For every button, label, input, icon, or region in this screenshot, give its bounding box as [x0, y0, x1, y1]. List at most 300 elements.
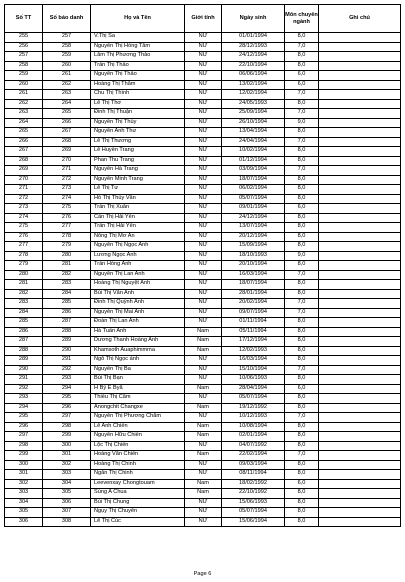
cell-sbd: 273 [43, 185, 91, 195]
cell-gender: Nam [185, 489, 222, 499]
cell-note [319, 289, 401, 299]
cell-name: Nguyễn Thị Lan Anh [91, 270, 185, 280]
cell-gender: Nam [185, 327, 222, 337]
cell-name: Đinh Thị Quỳnh Anh [91, 299, 185, 309]
table-row [5, 346, 401, 356]
cell-dob: 15/10/1994 [222, 365, 285, 375]
cell-score: 6,0 [285, 80, 319, 90]
cell-stt: 258 [5, 61, 43, 71]
cell-name: H Bý Ê Byă [91, 384, 185, 394]
cell-sbd: 279 [43, 242, 91, 252]
cell-sbd: 288 [43, 327, 91, 337]
cell-dob: 03/09/1994 [222, 166, 285, 176]
header-name: Họ và Tên [91, 5, 185, 33]
cell-note [319, 517, 401, 527]
cell-score: 7,0 [285, 166, 319, 176]
table-row [5, 280, 401, 290]
cell-sbd: 296 [43, 403, 91, 413]
cell-note [319, 42, 401, 52]
cell-dob: 02/01/1994 [222, 432, 285, 442]
cell-stt: 292 [5, 384, 43, 394]
cell-gender: NỮ [185, 375, 222, 385]
cell-gender: NỮ [185, 470, 222, 480]
cell-stt: 285 [5, 318, 43, 328]
cell-note [319, 479, 401, 489]
cell-dob: 09/01/1994 [222, 204, 285, 214]
cell-name: Cấn Thị Hải Yến [91, 213, 185, 223]
cell-sbd: 272 [43, 175, 91, 185]
table-row [5, 261, 401, 271]
table-row [5, 403, 401, 413]
cell-score: 7,0 [285, 413, 319, 423]
cell-score: 8,0 [285, 470, 319, 480]
cell-score: 7,0 [285, 308, 319, 318]
cell-stt: 255 [5, 33, 43, 43]
cell-stt: 269 [5, 166, 43, 176]
cell-name: Hồ Thị Thúy Vân [91, 194, 185, 204]
cell-name: Lê Anh Chiến [91, 422, 185, 432]
cell-name: Bùi Thị Bạn [91, 375, 185, 385]
cell-sbd: 308 [43, 517, 91, 527]
cell-name: Hoàng Thị Nguyệt Anh [91, 280, 185, 290]
table-body [5, 33, 401, 527]
cell-stt: 257 [5, 52, 43, 62]
cell-stt: 304 [5, 498, 43, 508]
table-row [5, 413, 401, 423]
cell-name: Lê Thị Thơ [91, 99, 185, 109]
cell-name: Nguyễn Thị Thùy [91, 118, 185, 128]
table-row [5, 422, 401, 432]
cell-sbd: 284 [43, 289, 91, 299]
cell-gender: NỮ [185, 413, 222, 423]
cell-gender: NỮ [185, 318, 222, 328]
cell-name: Lâm Thị Phương Thảo [91, 52, 185, 62]
cell-note [319, 185, 401, 195]
cell-stt: 291 [5, 375, 43, 385]
cell-sbd: 278 [43, 232, 91, 242]
cell-stt: 301 [5, 470, 43, 480]
cell-gender: NỮ [185, 441, 222, 451]
cell-dob: 26/10/1994 [222, 118, 285, 128]
cell-dob: 24/05/1993 [222, 99, 285, 109]
cell-gender: NỮ [185, 517, 222, 527]
cell-gender: NỮ [185, 232, 222, 242]
cell-sbd: 302 [43, 460, 91, 470]
cell-gender: NỮ [185, 33, 222, 43]
cell-stt: 256 [5, 42, 43, 52]
cell-dob: 18/02/1992 [222, 479, 285, 489]
cell-stt: 300 [5, 460, 43, 470]
cell-stt: 277 [5, 242, 43, 252]
cell-sbd: 307 [43, 508, 91, 518]
cell-note [319, 356, 401, 366]
cell-score: 8,0 [285, 489, 319, 499]
cell-name: Đoàn Thị Lan Anh [91, 318, 185, 328]
cell-sbd: 261 [43, 71, 91, 81]
cell-gender: NỮ [185, 460, 222, 470]
cell-sbd: 264 [43, 99, 91, 109]
cell-gender: Nam [185, 479, 222, 489]
table-row [5, 213, 401, 223]
cell-stt: 259 [5, 71, 43, 81]
cell-sbd: 290 [43, 346, 91, 356]
cell-score: 8,0 [285, 337, 319, 347]
cell-name: Hoàng Văn Chiến [91, 451, 185, 461]
table-row [5, 52, 401, 62]
cell-name: Nguyễn Thị Phương Chăm [91, 413, 185, 423]
cell-sbd: 294 [43, 384, 91, 394]
cell-score: 8,0 [285, 327, 319, 337]
cell-note [319, 99, 401, 109]
cell-note [319, 137, 401, 147]
cell-dob: 10/06/1993 [222, 375, 285, 385]
table-row [5, 289, 401, 299]
cell-dob: 08/11/1994 [222, 470, 285, 480]
cell-score: 8,0 [285, 422, 319, 432]
table-row [5, 185, 401, 195]
cell-note [319, 489, 401, 499]
table-row [5, 242, 401, 252]
cell-name: Khamsoth Auaphimmma [91, 346, 185, 356]
cell-note [319, 147, 401, 157]
table-row [5, 137, 401, 147]
cell-gender: NỮ [185, 80, 222, 90]
cell-sbd: 276 [43, 213, 91, 223]
cell-dob: 18/07/1994 [222, 280, 285, 290]
cell-stt: 271 [5, 185, 43, 195]
cell-dob: 06/02/1994 [222, 185, 285, 195]
cell-sbd: 260 [43, 61, 91, 71]
cell-sbd: 267 [43, 128, 91, 138]
cell-gender: NỮ [185, 289, 222, 299]
cell-score: 8,0 [285, 128, 319, 138]
cell-dob: 20/12/1994 [222, 232, 285, 242]
cell-note [319, 90, 401, 100]
cell-gender: NỮ [185, 394, 222, 404]
cell-name: Lê Thị Thương [91, 137, 185, 147]
table-row [5, 327, 401, 337]
cell-note [319, 80, 401, 90]
cell-note [319, 61, 401, 71]
cell-gender: Nam [185, 432, 222, 442]
cell-name: Trần Thị Xuân [91, 204, 185, 214]
cell-note [319, 460, 401, 470]
cell-note [319, 175, 401, 185]
cell-score: 7,0 [285, 90, 319, 100]
cell-name: Lộc Thị Chiến [91, 441, 185, 451]
cell-score: 8,0 [285, 232, 319, 242]
cell-sbd: 269 [43, 147, 91, 157]
cell-dob: 19/12/1992 [222, 403, 285, 413]
cell-stt: 297 [5, 432, 43, 442]
cell-note [319, 242, 401, 252]
cell-score: 8,0 [285, 441, 319, 451]
cell-name: Trần Hồng Anh [91, 261, 185, 271]
cell-note [319, 118, 401, 128]
cell-stt: 268 [5, 156, 43, 166]
cell-gender: NỮ [185, 99, 222, 109]
cell-stt: 265 [5, 128, 43, 138]
table-row [5, 109, 401, 119]
cell-dob: 15/09/1994 [222, 242, 285, 252]
cell-stt: 294 [5, 403, 43, 413]
cell-dob: 22/02/1994 [222, 451, 285, 461]
cell-note [319, 251, 401, 261]
cell-name: Lê Thị Tư [91, 185, 185, 195]
cell-note [319, 318, 401, 328]
header-gender: Giới tính [185, 5, 222, 33]
cell-name: Nguyễn Thị Hồng Tâm [91, 42, 185, 52]
cell-note [319, 346, 401, 356]
table-row [5, 166, 401, 176]
cell-dob: 15/06/1994 [222, 517, 285, 527]
cell-gender: NỮ [185, 175, 222, 185]
cell-stt: 261 [5, 90, 43, 100]
cell-gender: Nam [185, 384, 222, 394]
cell-gender: NỮ [185, 299, 222, 309]
cell-gender: NỮ [185, 280, 222, 290]
cell-sbd: 303 [43, 470, 91, 480]
cell-name: Nguyễn Minh Trang [91, 175, 185, 185]
cell-gender: NỮ [185, 308, 222, 318]
table-row [5, 451, 401, 461]
cell-dob: 24/12/1994 [222, 213, 285, 223]
cell-note [319, 223, 401, 233]
cell-dob: 05/07/1994 [222, 508, 285, 518]
table-row [5, 318, 401, 328]
table-row [5, 175, 401, 185]
cell-note [319, 128, 401, 138]
cell-score: 6,0 [285, 479, 319, 489]
cell-stt: 280 [5, 270, 43, 280]
cell-sbd: 281 [43, 261, 91, 271]
cell-stt: 278 [5, 251, 43, 261]
header-score: Môn chuyên ngành [285, 5, 319, 33]
table-row [5, 251, 401, 261]
cell-gender: NỮ [185, 365, 222, 375]
cell-name: Chu Thị Thình [91, 90, 185, 100]
cell-score: 6,0 [285, 384, 319, 394]
cell-note [319, 403, 401, 413]
cell-score: 7,0 [285, 270, 319, 280]
cell-dob: 28/12/1993 [222, 42, 285, 52]
cell-score: 8,0 [285, 99, 319, 109]
table-row [5, 90, 401, 100]
cell-note [319, 213, 401, 223]
cell-sbd: 304 [43, 479, 91, 489]
cell-score: 7,0 [285, 137, 319, 147]
cell-stt: 295 [5, 413, 43, 423]
cell-stt: 263 [5, 109, 43, 119]
cell-gender: NỮ [185, 213, 222, 223]
table-row [5, 156, 401, 166]
header-sbd: Số báo danh [43, 5, 91, 33]
cell-score: 7,0 [285, 42, 319, 52]
cell-gender: NỮ [185, 508, 222, 518]
cell-score: 6,0 [285, 71, 319, 81]
cell-gender: NỮ [185, 270, 222, 280]
table-row [5, 517, 401, 527]
cell-dob: 20/02/1994 [222, 299, 285, 309]
cell-note [319, 204, 401, 214]
cell-note [319, 365, 401, 375]
cell-dob: 09/07/1994 [222, 308, 285, 318]
cell-sbd: 258 [43, 42, 91, 52]
cell-name: Ngân Thị Chinh [91, 470, 185, 480]
cell-sbd: 300 [43, 441, 91, 451]
table-row [5, 460, 401, 470]
cell-score: 7,0 [285, 451, 319, 461]
cell-name: Nguyễn Hà Trang [91, 166, 185, 176]
cell-dob: 25/09/1994 [222, 109, 285, 119]
table-row [5, 365, 401, 375]
cell-gender: NỮ [185, 204, 222, 214]
cell-gender: NỮ [185, 90, 222, 100]
cell-stt: 273 [5, 204, 43, 214]
cell-score: 8,0 [285, 498, 319, 508]
header-stt: Số TT [5, 5, 43, 33]
table-row [5, 489, 401, 499]
cell-dob: 18/07/1994 [222, 175, 285, 185]
cell-score: 8,0 [285, 346, 319, 356]
cell-stt: 262 [5, 99, 43, 109]
cell-stt: 282 [5, 289, 43, 299]
table-row [5, 204, 401, 214]
cell-score: 8,0 [285, 261, 319, 271]
cell-gender: NỮ [185, 71, 222, 81]
cell-stt: 299 [5, 451, 43, 461]
cell-name: Đinh Thị Thuận [91, 109, 185, 119]
cell-stt: 276 [5, 232, 43, 242]
cell-score: 8,0 [285, 175, 319, 185]
cell-stt: 284 [5, 308, 43, 318]
cell-score: 8,0 [285, 242, 319, 252]
cell-dob: 12/02/1994 [222, 90, 285, 100]
cell-score: 8,0 [285, 508, 319, 518]
cell-score: 8,0 [285, 52, 319, 62]
cell-name: Ngô Thị Ngọc ánh [91, 356, 185, 366]
cell-name: Dương Thanh Hoàng Anh [91, 337, 185, 347]
cell-dob: 10/08/1994 [222, 422, 285, 432]
cell-sbd: 277 [43, 223, 91, 233]
table-row [5, 232, 401, 242]
cell-score: 8,0 [285, 185, 319, 195]
cell-note [319, 280, 401, 290]
cell-gender: Nam [185, 346, 222, 356]
cell-stt: 272 [5, 194, 43, 204]
candidate-table [4, 4, 401, 527]
cell-note [319, 337, 401, 347]
cell-gender: NỮ [185, 356, 222, 366]
cell-stt: 289 [5, 356, 43, 366]
cell-note [319, 394, 401, 404]
header-row [5, 5, 401, 33]
cell-name: Trần Thị Hải Yến [91, 223, 185, 233]
table-row [5, 223, 401, 233]
cell-gender: NỮ [185, 61, 222, 71]
cell-name: Bùi Thị Chung [91, 498, 185, 508]
cell-sbd: 266 [43, 118, 91, 128]
cell-gender: Nam [185, 337, 222, 347]
cell-dob: 18/10/1993 [222, 251, 285, 261]
cell-gender: NỮ [185, 242, 222, 252]
cell-dob: 09/03/1994 [222, 460, 285, 470]
cell-gender: NỮ [185, 156, 222, 166]
cell-gender: NỮ [185, 42, 222, 52]
cell-gender: NỮ [185, 166, 222, 176]
cell-score: 6,0 [285, 204, 319, 214]
cell-stt: 270 [5, 175, 43, 185]
cell-gender: NỮ [185, 251, 222, 261]
table-row [5, 432, 401, 442]
cell-score: 8,0 [285, 147, 319, 157]
cell-sbd: 280 [43, 251, 91, 261]
cell-dob: 12/02/1993 [222, 346, 285, 356]
cell-sbd: 270 [43, 156, 91, 166]
table-row [5, 375, 401, 385]
cell-name: Leevenxay Chongtouam [91, 479, 185, 489]
cell-sbd: 275 [43, 204, 91, 214]
cell-dob: 24/12/1994 [222, 52, 285, 62]
table-row [5, 337, 401, 347]
cell-dob: 01/11/1994 [222, 318, 285, 328]
table-row [5, 356, 401, 366]
table-row [5, 394, 401, 404]
cell-name: Ngụy Thị Chuyên [91, 508, 185, 518]
table-row [5, 128, 401, 138]
table-row [5, 498, 401, 508]
cell-note [319, 299, 401, 309]
cell-stt: 290 [5, 365, 43, 375]
table-row [5, 299, 401, 309]
cell-gender: NỮ [185, 137, 222, 147]
cell-note [319, 498, 401, 508]
cell-score: 8,0 [285, 213, 319, 223]
table-row [5, 308, 401, 318]
cell-name: Hà Tuấn Anh [91, 327, 185, 337]
cell-note [319, 432, 401, 442]
cell-dob: 06/06/1994 [222, 71, 285, 81]
cell-score: 8,0 [285, 223, 319, 233]
cell-dob: 22/10/1994 [222, 61, 285, 71]
cell-name: Hoàng Thị Thắm [91, 80, 185, 90]
cell-score: 8,0 [285, 289, 319, 299]
table-row [5, 147, 401, 157]
table-row [5, 508, 401, 518]
cell-dob: 22/10/1992 [222, 489, 285, 499]
cell-dob: 17/12/1994 [222, 337, 285, 347]
cell-score: 8,0 [285, 61, 319, 71]
cell-score: 8,0 [285, 517, 319, 527]
cell-name: Trần Thị Thảo [91, 61, 185, 71]
cell-note [319, 441, 401, 451]
cell-score: 7,0 [285, 299, 319, 309]
cell-sbd: 257 [43, 33, 91, 43]
cell-dob: 04/07/1992 [222, 441, 285, 451]
cell-note [319, 308, 401, 318]
cell-note [319, 451, 401, 461]
cell-stt: 287 [5, 337, 43, 347]
cell-stt: 302 [5, 479, 43, 489]
cell-gender: NỮ [185, 261, 222, 271]
cell-dob: 16/03/1994 [222, 270, 285, 280]
cell-gender: Nam [185, 403, 222, 413]
cell-sbd: 283 [43, 280, 91, 290]
cell-name: Hoàng Thị Chinh [91, 460, 185, 470]
cell-dob: 05/07/1994 [222, 394, 285, 404]
cell-score: 7,0 [285, 365, 319, 375]
cell-name: Lê Thị Cúc [91, 517, 185, 527]
